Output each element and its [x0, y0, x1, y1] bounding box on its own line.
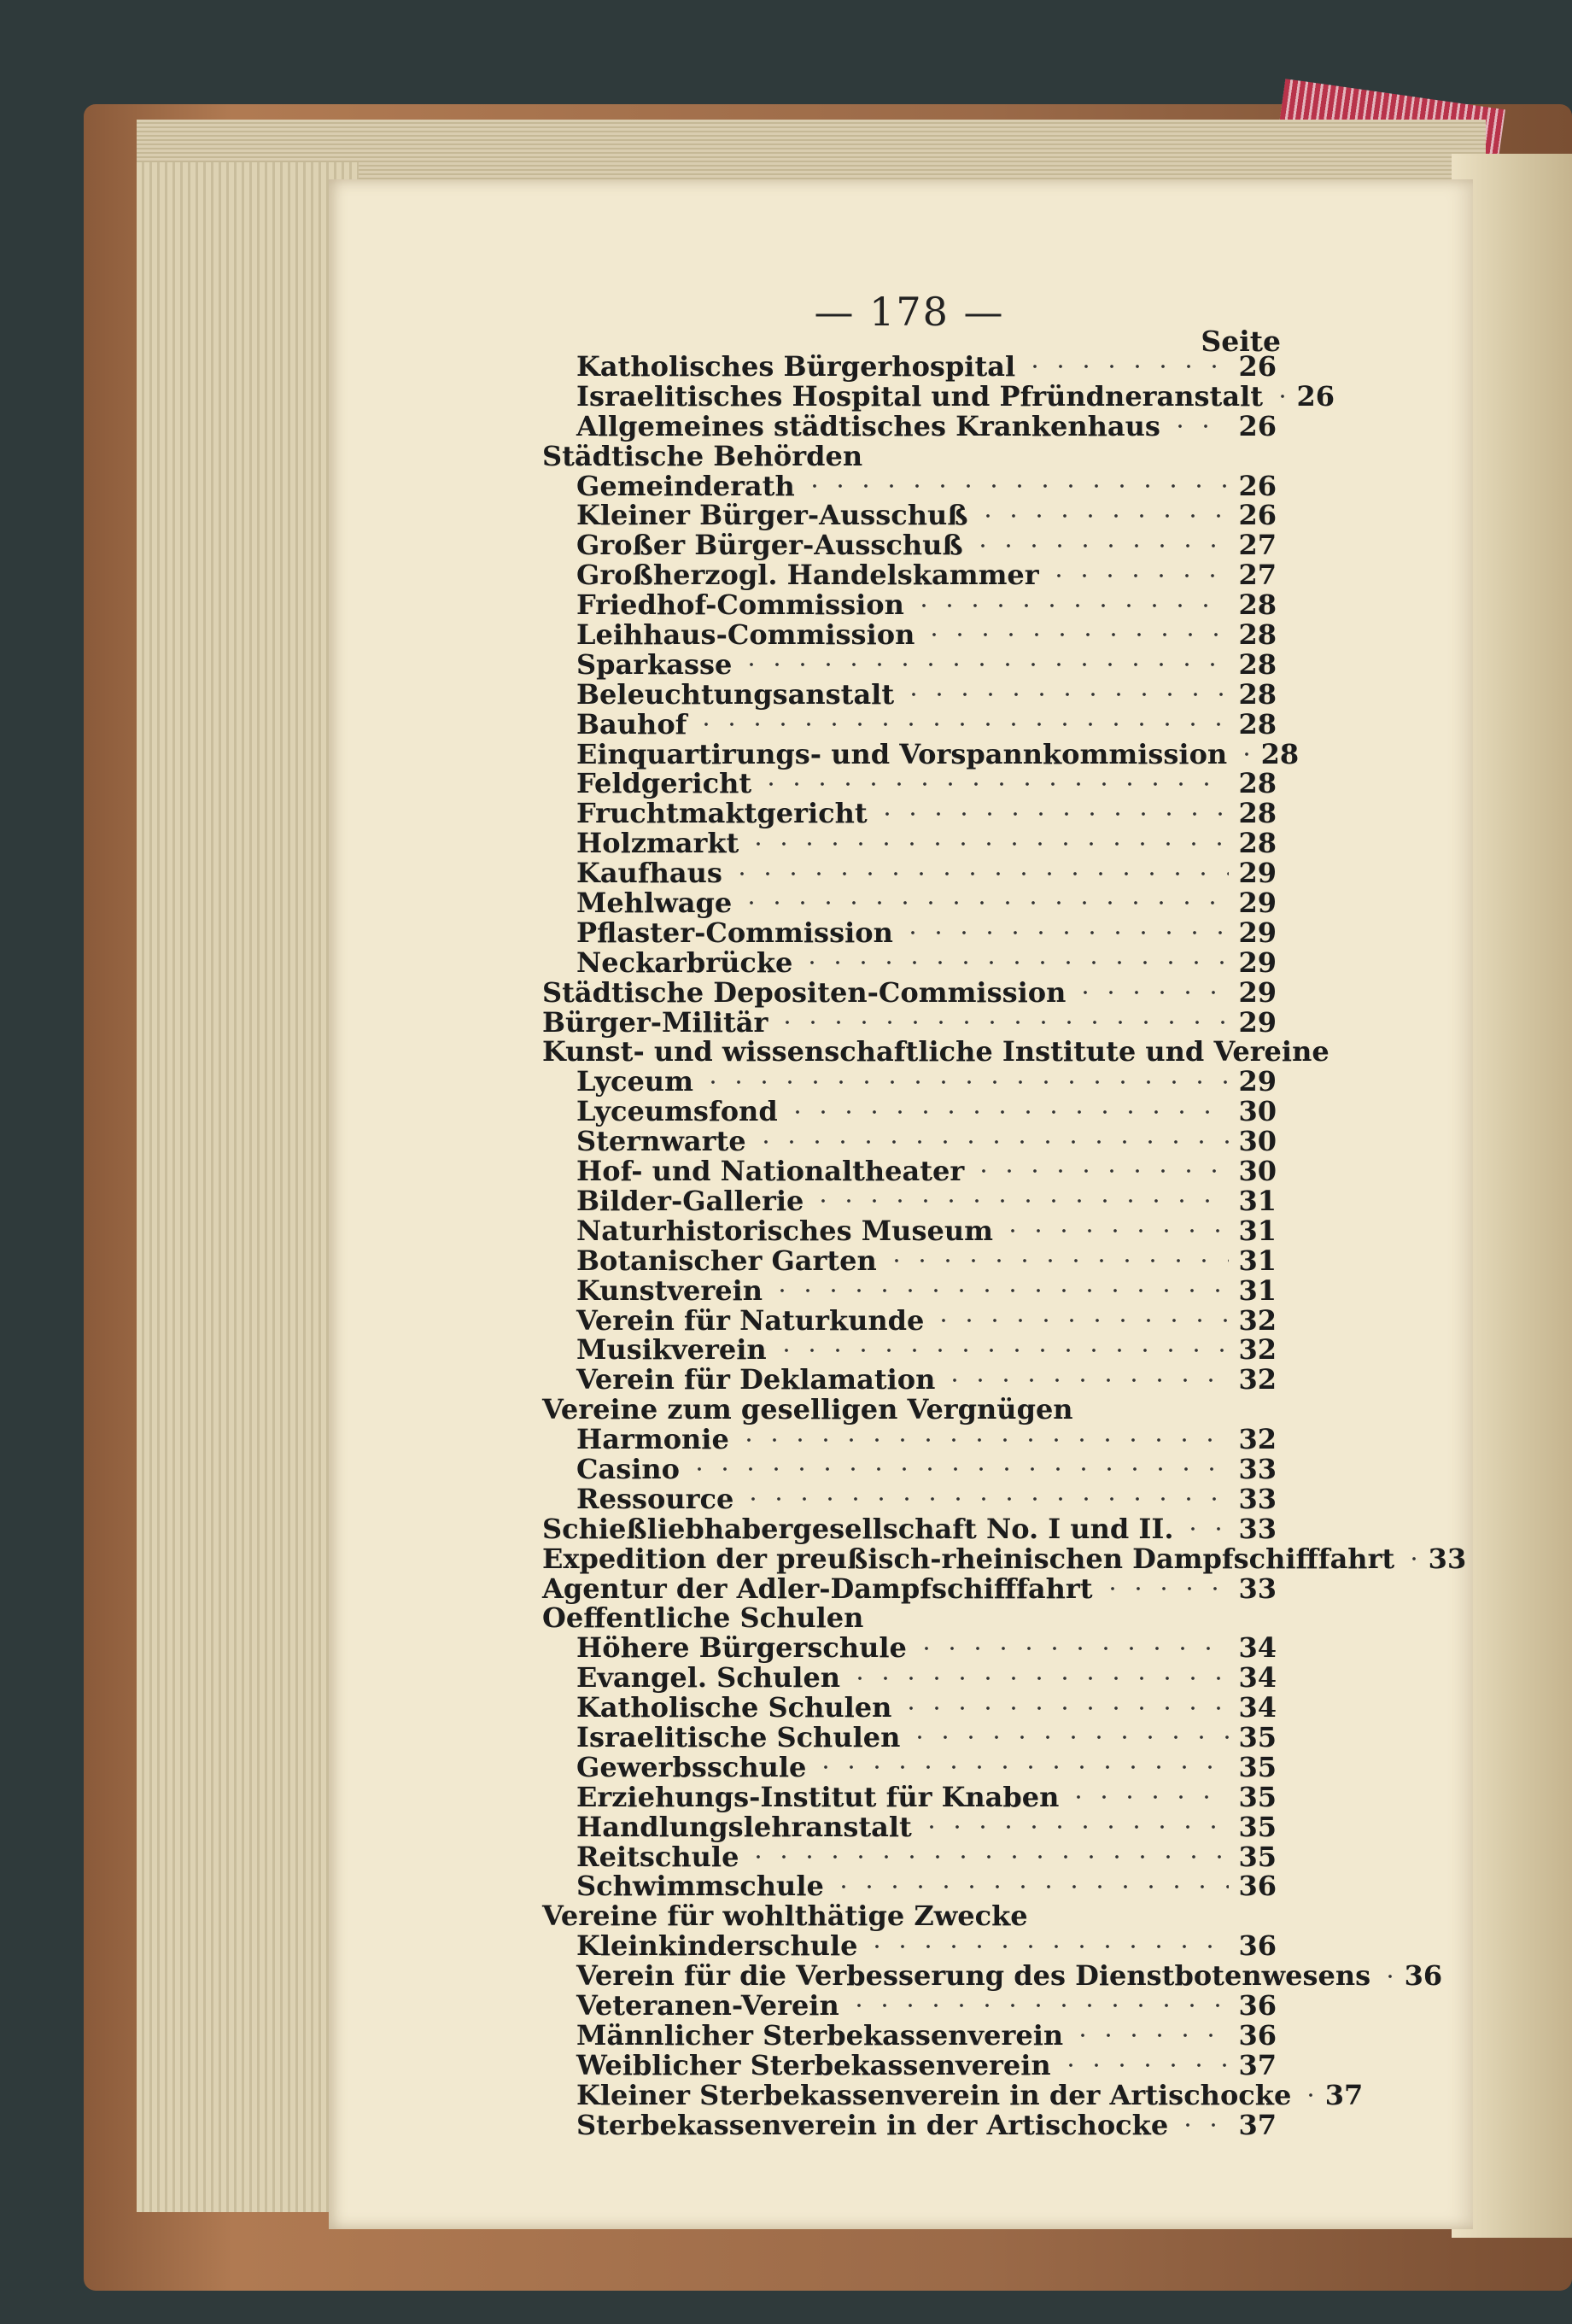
- toc-entry-page: 26: [1238, 469, 1277, 502]
- dot-leader: [1035, 1915, 1229, 1918]
- toc-entry-label: Erziehungs-Institut für Knaben: [576, 1780, 1060, 1813]
- dot-leader: [901, 693, 1229, 696]
- toc-entry-label: Verein für die Verbesserung des Dienstbotenwesens: [576, 1959, 1371, 1993]
- toc-entry-label: Allgemeines städtisches Krankenhaus: [576, 409, 1160, 442]
- toc-entry-label: Evangel. Schulen: [576, 1661, 841, 1695]
- toc-entry-label: Musikverein: [576, 1333, 767, 1367]
- toc-entry: [542, 1365, 1277, 1395]
- toc-entry-label: Botanischer Garten: [576, 1244, 877, 1277]
- toc-entry: [542, 1005, 1277, 1039]
- toc-entry-label: Neckarbrücke: [576, 945, 793, 979]
- toc-entry: [542, 1186, 1277, 1216]
- toc-entry-page: 33: [1238, 1452, 1277, 1485]
- toc-entry-page: 29: [1238, 916, 1277, 949]
- toc-entry-label: Weiblicher Sterbekassenverein: [576, 2048, 1051, 2081]
- dot-leader: [846, 2004, 1229, 2007]
- toc-entry-page: 31: [1238, 1244, 1277, 1277]
- toc-entry-label: Leihhaus-Commission: [576, 618, 915, 652]
- dot-leader: [864, 1945, 1229, 1948]
- dot-leader: [1401, 1557, 1418, 1560]
- toc-entry-page: 28: [1260, 737, 1300, 770]
- toc-entry-label: Männlicher Sterbekassenverein: [576, 2018, 1064, 2052]
- toc-entry-page: 30: [1238, 1155, 1277, 1188]
- toc-entry: [542, 1216, 1277, 1246]
- page-number: — 178 —: [814, 289, 1005, 335]
- toc-entry-label: Städtische Behörden: [542, 439, 863, 472]
- toc-entry-label: Höhere Bürgerschule: [576, 1631, 907, 1665]
- toc-entry-label: Fruchtmaktgericht: [576, 797, 868, 830]
- toc-entry-label: Harmonie: [576, 1423, 729, 1456]
- toc-entry-label: Verein für Deklamation: [576, 1363, 936, 1396]
- toc-entry: [542, 1693, 1277, 1723]
- toc-entry-page: 33: [1238, 1572, 1277, 1605]
- dot-leader: [1234, 752, 1251, 756]
- toc-entry-label: Katholisches Bürgerhospital: [576, 350, 1016, 383]
- dot-leader: [774, 1349, 1229, 1352]
- toc-entry-label: Großer Bürger-Ausschuß: [576, 529, 963, 562]
- toc-entry: [542, 799, 1277, 828]
- toc-entry-label: Pflaster-Commission: [576, 916, 893, 949]
- toc-entry-page: 30: [1238, 1125, 1277, 1158]
- dot-leader: [1072, 991, 1229, 994]
- toc-entry-page: 37: [1238, 2108, 1277, 2141]
- toc-entry-label: Kaufhaus: [576, 857, 722, 890]
- toc-entry-page: 36: [1238, 1929, 1277, 1963]
- toc-entry-label: Holzmarkt: [576, 827, 739, 860]
- toc-entry-page: 32: [1238, 1363, 1277, 1396]
- dot-leader: [931, 1319, 1229, 1322]
- toc-entry-page: 37: [1324, 2078, 1364, 2111]
- toc-entry: [542, 1901, 1277, 1931]
- dot-leader: [700, 1080, 1229, 1084]
- toc-entry: [542, 888, 1277, 918]
- toc-entry-label: Ressource: [576, 1482, 734, 1515]
- toc-entry-label: Bauhof: [576, 707, 687, 741]
- toc-entry-page: 34: [1238, 1691, 1277, 1724]
- toc-entry-page: 26: [1238, 499, 1277, 532]
- toc-entry: [542, 2110, 1277, 2140]
- toc-entry: [542, 1720, 1277, 1753]
- toc-entry-page: 32: [1238, 1303, 1277, 1337]
- dot-leader: [911, 604, 1229, 607]
- dot-leader: [753, 1140, 1229, 1144]
- toc-entry-page: 35: [1238, 1750, 1277, 1783]
- dot-leader: [847, 1677, 1229, 1680]
- toc-entry-page: 34: [1238, 1631, 1277, 1665]
- dot-leader: [1270, 395, 1287, 398]
- dot-leader: [758, 782, 1229, 786]
- dot-leader: [1167, 424, 1229, 428]
- toc-entry-page: 33: [1238, 1512, 1277, 1545]
- toc-entry-page: 35: [1238, 1720, 1277, 1753]
- toc-entry: [542, 677, 1277, 711]
- toc-entry-page: 36: [1404, 1959, 1443, 1993]
- toc-entry: [542, 620, 1277, 650]
- toc-entry-label: Einquartirungs- und Vorspannkommission: [576, 737, 1228, 770]
- toc-entry-label: Veteranen-Verein: [576, 1988, 839, 2022]
- toc-entry: [542, 1067, 1277, 1097]
- toc-entry-label: Kunstverein: [576, 1273, 763, 1307]
- toc-entry-label: Schwimmschule: [576, 1870, 824, 1903]
- toc-entry-label: Israelitisches Hospital und Pfründneranstalt: [576, 379, 1263, 413]
- toc-entry: [542, 1484, 1277, 1514]
- toc-entry-page: 37: [1238, 2048, 1277, 2081]
- dot-leader: [1066, 1795, 1229, 1799]
- dot-leader: [745, 842, 1229, 846]
- toc-entry-page: 35: [1238, 1840, 1277, 1873]
- toc-entry: [542, 501, 1277, 530]
- toc-entry: [542, 1812, 1277, 1842]
- toc-entry: [542, 439, 1277, 472]
- toc-entry: [542, 647, 1277, 681]
- toc-entry: [542, 1780, 1277, 1813]
- dot-leader: [810, 1199, 1229, 1203]
- toc-entry-label: Sparkasse: [576, 647, 733, 681]
- toc-entry: [542, 1514, 1277, 1544]
- toc-entry-label: Israelitische Schulen: [576, 1720, 901, 1753]
- toc-entry-label: Casino: [576, 1452, 680, 1485]
- toc-entry-page: 28: [1238, 618, 1277, 652]
- toc-entry-page: 29: [1238, 1005, 1277, 1039]
- toc-entry-label: Kleinkinderschule: [576, 1929, 858, 1963]
- toc-entry: [542, 828, 1277, 858]
- toc-entry: [542, 1395, 1277, 1425]
- toc-entry-page: 26: [1296, 379, 1335, 413]
- toc-entry-label: Sternwarte: [576, 1125, 746, 1158]
- dot-leader: [1298, 2093, 1315, 2097]
- toc-entry-page: 28: [1238, 588, 1277, 622]
- toc-entry: [542, 1842, 1277, 1872]
- toc-entry: [542, 1246, 1277, 1276]
- toc-entry: [542, 379, 1335, 413]
- dot-leader: [813, 1765, 1229, 1769]
- toc-entry-page: 28: [1238, 677, 1277, 711]
- toc-entry-label: Mehlwage: [576, 887, 733, 920]
- dot-leader: [802, 484, 1229, 488]
- toc-entry-page: 32: [1238, 1423, 1277, 1456]
- dot-leader: [884, 1259, 1229, 1262]
- toc-entry: [542, 1097, 1277, 1127]
- toc-entry: [542, 1959, 1443, 1993]
- toc-entry-page: 33: [1428, 1542, 1467, 1575]
- toc-entry: [542, 352, 1277, 382]
- toc-entry: [542, 975, 1277, 1009]
- toc-entry: [542, 471, 1277, 501]
- dot-leader: [693, 723, 1229, 726]
- toc-entry-page: 33: [1238, 1482, 1277, 1515]
- dot-leader: [769, 1289, 1229, 1292]
- toc-entry-label: Gewerbsschule: [576, 1750, 807, 1783]
- dot-leader: [907, 1736, 1229, 1739]
- toc-entry: [542, 737, 1300, 770]
- dot-leader: [919, 1825, 1229, 1829]
- toc-entry-label: Vereine für wohlthätige Zwecke: [542, 1900, 1028, 1933]
- toc-entry: [542, 858, 1277, 888]
- toc-entry-page: 36: [1238, 1870, 1277, 1903]
- toc-entry-page: 36: [1238, 1988, 1277, 2022]
- dot-leader: [900, 931, 1229, 934]
- toc-entry: [542, 1633, 1277, 1663]
- dot-leader: [1058, 2064, 1229, 2067]
- dot-leader: [870, 1617, 1229, 1620]
- toc-entry: [542, 1574, 1277, 1604]
- toc-entry-label: Reitschule: [576, 1840, 739, 1873]
- dot-leader: [831, 1885, 1229, 1888]
- dot-leader: [1377, 1975, 1394, 1978]
- toc-entry-label: Vereine zum geselligen Vergnügen: [542, 1393, 1073, 1426]
- toc-entry: [542, 1603, 1277, 1633]
- toc-entry-label: Hof- und Nationaltheater: [576, 1155, 965, 1188]
- dot-leader: [1070, 2034, 1229, 2037]
- toc-entry-page: 29: [1238, 887, 1277, 920]
- toc-entry-page: 35: [1238, 1780, 1277, 1813]
- toc-entry-page: 28: [1238, 797, 1277, 830]
- toc-entry-label: Agentur der Adler-Dampfschifffahrt: [542, 1572, 1093, 1605]
- dot-leader: [914, 1647, 1229, 1650]
- toc-entry-label: Städtische Depositen-Commission: [542, 975, 1067, 1009]
- toc-entry-page: 28: [1238, 647, 1277, 681]
- dot-leader: [785, 1110, 1229, 1114]
- dot-leader: [799, 961, 1229, 964]
- toc-entry-page: 28: [1238, 767, 1277, 800]
- toc-entry: [542, 2018, 1277, 2052]
- toc-entry-label: Bilder-Gallerie: [576, 1184, 804, 1217]
- toc-entry: [542, 1035, 1329, 1068]
- table-of-contents: [542, 350, 1467, 2141]
- toc-entry: [542, 1425, 1277, 1455]
- toc-entry-page: 27: [1238, 559, 1277, 592]
- dot-leader: [687, 1467, 1229, 1471]
- dot-leader: [1336, 1051, 1353, 1054]
- toc-entry: [542, 1663, 1277, 1693]
- toc-entry-page: 31: [1238, 1214, 1277, 1247]
- toc-entry: [542, 1303, 1277, 1337]
- toc-entry-label: Lyceumsfond: [576, 1095, 778, 1128]
- toc-entry-label: Handlungslehranstalt: [576, 1810, 912, 1843]
- page-column-header: Seite: [1201, 325, 1281, 358]
- toc-entry-page: 35: [1238, 1810, 1277, 1843]
- toc-entry-page: 34: [1238, 1661, 1277, 1695]
- toc-entry: [542, 769, 1277, 799]
- toc-entry-label: Kleiner Sterbekassenverein in der Artischocke: [576, 2078, 1292, 2111]
- dot-leader: [745, 1855, 1229, 1859]
- toc-entry-label: Sterbekassenverein in der Artischocke: [576, 2108, 1169, 2141]
- toc-entry-page: 27: [1238, 529, 1277, 562]
- toc-entry-label: Großherzogl. Handelskammer: [576, 559, 1039, 592]
- toc-entry: [542, 560, 1277, 590]
- toc-entry-label: Naturhistorisches Museum: [576, 1214, 993, 1247]
- toc-entry: [542, 1750, 1277, 1783]
- dot-leader: [1046, 574, 1229, 577]
- toc-entry-page: 31: [1238, 1273, 1277, 1307]
- toc-entry: [542, 590, 1277, 620]
- toc-entry: [542, 1127, 1277, 1156]
- dot-leader: [874, 812, 1229, 816]
- toc-entry-label: Gemeinderath: [576, 469, 795, 502]
- toc-entry-page: 29: [1238, 945, 1277, 979]
- toc-entry-label: Verein für Naturkunde: [576, 1303, 925, 1337]
- dot-leader: [1175, 2123, 1229, 2127]
- toc-entry: [542, 1335, 1277, 1365]
- toc-entry-page: 29: [1238, 857, 1277, 890]
- toc-entry: [542, 1452, 1277, 1485]
- dot-leader: [1000, 1229, 1229, 1232]
- toc-entry-label: Friedhof-Commission: [576, 588, 904, 622]
- dot-leader: [1100, 1587, 1229, 1590]
- toc-entry: [542, 945, 1277, 979]
- toc-entry-label: Katholische Schulen: [576, 1691, 892, 1724]
- dot-leader: [869, 454, 1229, 458]
- dot-leader: [971, 1169, 1229, 1173]
- toc-entry-page: 31: [1238, 1184, 1277, 1217]
- toc-entry-page: 26: [1238, 350, 1277, 383]
- toc-entry: [542, 409, 1277, 442]
- page-stack: [137, 162, 359, 2212]
- toc-entry-label: Oeffentliche Schulen: [542, 1601, 864, 1635]
- dot-leader: [970, 544, 1229, 547]
- dot-leader: [740, 1497, 1229, 1501]
- toc-entry: [542, 1273, 1277, 1307]
- toc-entry: [542, 1871, 1277, 1901]
- toc-entry-label: Beleuchtungsanstalt: [576, 677, 895, 711]
- toc-entry: [542, 2048, 1277, 2081]
- dot-leader: [739, 663, 1229, 666]
- toc-entry: [542, 918, 1277, 948]
- toc-entry-page: 28: [1238, 827, 1277, 860]
- toc-entry-page: 29: [1238, 975, 1277, 1009]
- toc-entry-page: 28: [1238, 707, 1277, 741]
- toc-entry: [542, 1156, 1277, 1186]
- toc-entry-page: 36: [1238, 2018, 1277, 2052]
- toc-entry-label: Lyceum: [576, 1065, 693, 1098]
- toc-entry-label: Expedition der preußisch-rheinischen Dampfschifffahrt: [542, 1542, 1395, 1575]
- dot-leader: [898, 1706, 1229, 1710]
- dot-leader: [736, 1438, 1229, 1442]
- toc-entry-label: Bürger-Militär: [542, 1005, 768, 1039]
- dot-leader: [975, 514, 1229, 518]
- toc-entry-page: 29: [1238, 1065, 1277, 1098]
- toc-entry: [542, 1542, 1467, 1575]
- dot-leader: [739, 901, 1229, 904]
- dot-leader: [729, 872, 1229, 875]
- dot-leader: [921, 633, 1229, 636]
- toc-entry-page: 30: [1238, 1095, 1277, 1128]
- toc-entry: [542, 530, 1277, 560]
- toc-entry-label: Schießliebhabergesellschaft No. I und II.: [542, 1512, 1174, 1545]
- toc-entry: [542, 1988, 1277, 2022]
- toc-entry: [542, 2078, 1364, 2111]
- dot-leader: [1180, 1527, 1229, 1531]
- toc-entry-label: Kleiner Bürger-Ausschuß: [576, 499, 968, 532]
- dot-leader: [1080, 1408, 1229, 1412]
- dot-leader: [774, 1021, 1229, 1024]
- toc-entry-page: 26: [1238, 409, 1277, 442]
- toc-entry: [542, 1931, 1277, 1961]
- dot-leader: [1022, 365, 1229, 368]
- toc-entry: [542, 707, 1277, 741]
- toc-entry-page: 32: [1238, 1333, 1277, 1367]
- toc-entry-label: Kunst- und wissenschaftliche Institute und Vereine: [542, 1035, 1329, 1068]
- dot-leader: [942, 1379, 1229, 1382]
- toc-entry-label: Feldgericht: [576, 767, 752, 800]
